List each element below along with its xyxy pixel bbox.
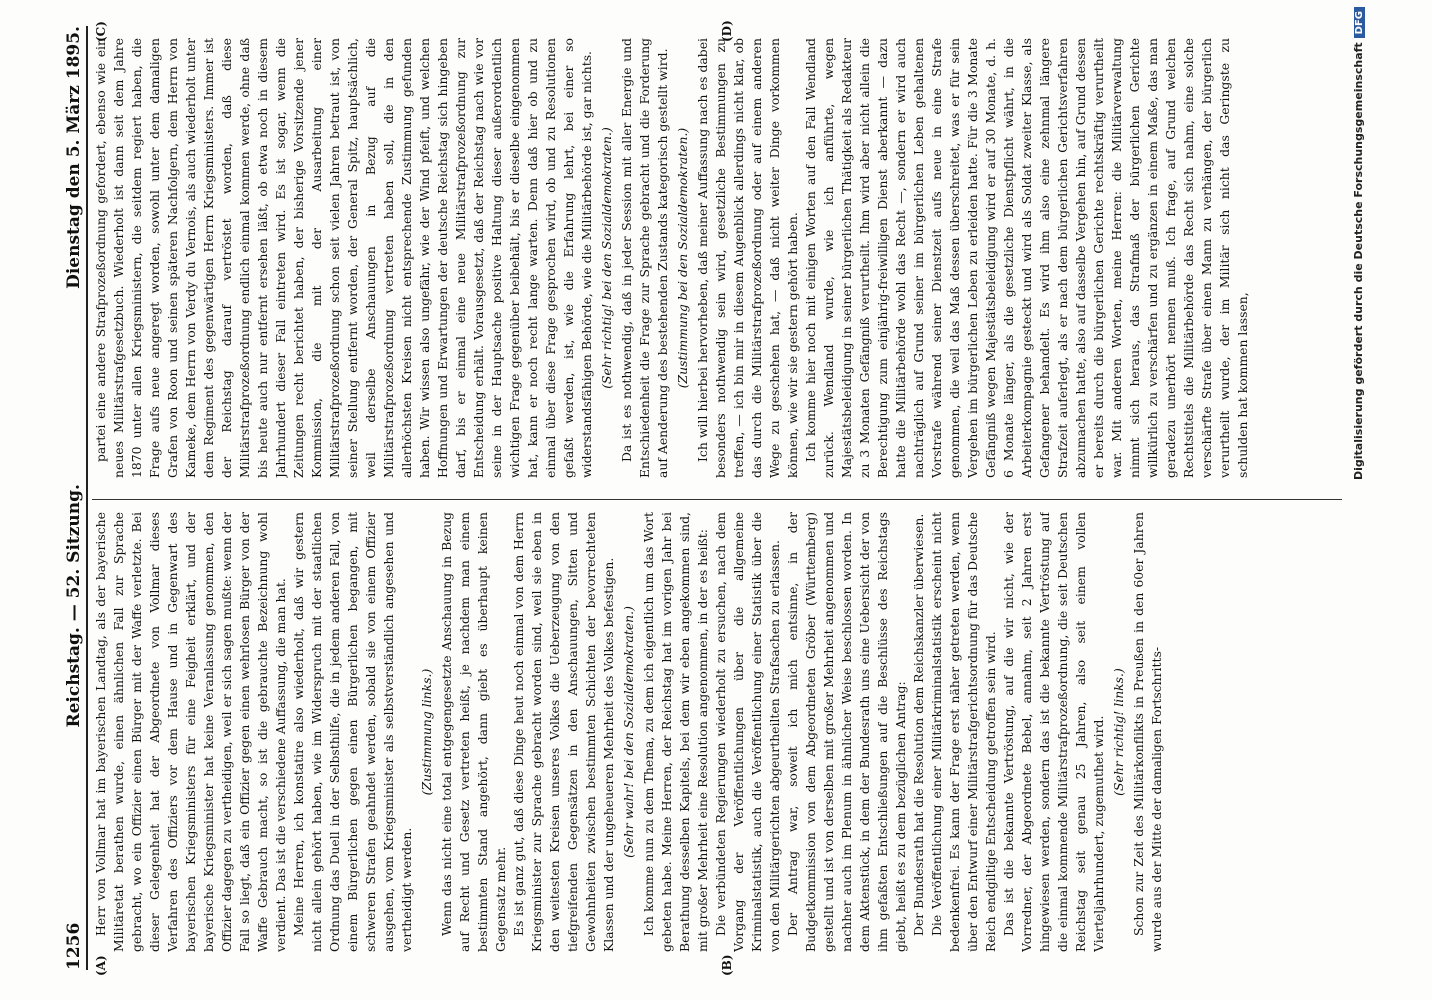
paragraph: Das ist die bekannte Vertröstung, auf die wir nicht, wie der Vorredner, der Abgeordnete Bebel, annahm, seit 2 Jahren erst hingewiesen werden, sondern das ist die bekannte Vertröstung auf die einmal kommende Militärstrafprozeßordnung, die seit Deutschen Reichstag seit genau 25 Jahren, also seit einem vollen Vierteljahrhundert, zugemuthet wird.	[1001, 512, 1106, 952]
dfg-logo: DFG	[1354, 7, 1365, 38]
header-rule	[86, 26, 88, 970]
interjection: (Sehr richtig! bei den Sozialdemokraten.)	[599, 127, 614, 389]
paragraph: Der Bundesrath hat die Resolution dem Reichskanzler überwiesen.	[911, 513, 926, 936]
digitization-credit	[1352, 7, 1365, 480]
paragraph: Ich komme hier noch mit einigen Worten auf den Fall Wendland zurück. Wendland wurde, wie ich anführte, wegen Majestätsbeleidigung in seiner bürgerlichen Thätigkeit als Redakteur zu 3 Monaten Gefängniß verurtheilt. Ihm wird aber nicht allein die Berechtigung zum einjährig-freiwilligen Dienst aberkannt — dazu hatte die Militärbehörde wohl das Recht —, sondern er wird auch nachträglich auf Grund seiner im bürgerlichen Leben gehaltenen Vorstrafe während seiner Dienstzeit aufs neue in eine Strafe genommen, die weil das Maß dessen überschreitet, was er für sein Vergehen im bürgerlichen Leben zu erleiden hatte. Für die 3 Monate Gefängniß wegen Majestätsbeleidigung wird er auf 30 Monate, d. h. 6 Monate länger, als die gesetzliche Dienstpflicht währt, in die Arbeiterkompagnie gesteckt und wird als Soldat zweiter Klasse, als Gefangener behandelt. Es wird ihm also eine zehnmal längere Strafzeit auferlegt, als er nach dem bürgerlichen Gerichtsverfahren abzumachen hatte, also auf dasselbe Vergehen hin, auf Grund dessen er bereits durch die bürgerlichen Gerichte rechtskräftig verurtheilt war. Mit anderen Worten, meine Herren: die Militärverwaltung nimmt sich heraus, das Strafmaß der bürgerlichen Gerichte willkürlich zu verschärfen und zu ergänzen in einem Maße, das man geradezu unerhört nennen muß. Ich frage, auf Grund welchen Rechtstitels die Militärbehörde das Recht sich nahm, eine solche verschärfte Strafe über einen Mann zu verhängen, der bürgerlich verurtheilt wurde, der im Militär sich nicht das Geringste zu schulden hat kommen lassen,	[803, 38, 1250, 478]
running-header	[62, 26, 84, 970]
left-column	[92, 512, 1342, 952]
paragraph: Es ist ganz gut, daß diese Dinge heut noch einmal von dem Herrn Kriegsminister zur Sprache gebracht worden sind, weil sie eben in den weitesten Kreisen unseres Volkes die Ueberzeugung von den tiefgreifenden Gegensätzen in den Anschauungen, Sitten und Gewohnheiten zwischen bestimmten Schichten der bevorrechteten Klassen und der ungeheueren Mehrheit des Volkes befestigen.	[511, 512, 616, 952]
marker-b: (B)	[720, 954, 734, 976]
column-divider	[92, 499, 1342, 500]
paragraph: partei eine andere Strafprozeßordnung gefordert, ebenso wie ein neues Militärstrafgesetzbuch. Wiederholt ist dann seit dem Jahre 1870 unter allen Kriegsministern, die seitdem regiert haben, die Frage aufs neue angeregt worden, sowohl unter dem damaligen Grafen von Roon und seinen späteren Nachfolgern, dem Herrn von Kameke, dem Herrn von Verdy du Vernois, als auch wiederholt unter dem Regiment des gegenwärtigen Herrn Kriegsministers. Immer ist der Reichstag darauf vertröstet worden, daß diese Militärstrafprozeßordnung endlich einmal kommen werde, ohne daß bis heute auch nur entfernt ersehen läßt, ob etwa noch in diesem Jahrhundert dieser Fall eintreten wird. Es ist sogar, wenn die Zeitungen recht berichtet haben, der bisherige Vorsitzende jener Kommission, die mit der Ausarbeitung einer Militärstrafprozeßordnung schon seit vielen Jahren betraut ist, von seiner Stellung entfernt worden, der General Spitz, hauptsächlich, weil derselbe Anschauungen in Bezug auf die Militärstrafprozeßordnung vertreten haben soll, die in den allerhöchsten Kreisen nicht entsprechende Zustimmung gefunden haben. Wir wissen also ungefähr, wie der Wind pfeift, und welchen Hoffnungen und Erwartungen der deutsche Reichstag sich hingeben darf, bis er einmal eine neue Militärstrafprozeßordnung zur Entscheidung erhält. Vorausgesetzt, daß der Reichstag nach wie vor seine in der Hauptsache positive Haltung dieser außerordentlich wichtigen Frage gegenüber beibehält, bis er dieselbe eingenommen hat, kann er noch recht lange warten. Denn daß hier ob und zu einmal über diese Frage gesprochen wird, ob und zu Resolutionen gefaßt werden, ist, wie die Erfahrung lehrt, bei einer so widerstandsfähigen Behörde, wie die Militärbehörde ist, gar nichts.	[93, 38, 594, 478]
paragraph: Herr von Vollmar hat im bayerischen Landtag, als der bayerische Militäretat berathen wurde, einen ähnlichen Fall zur Sprache gebracht, wo ein Offizier einen Bürger mit der Waffe verletzte. Bei dieser Gelegenheit hat der Abgeordnete von Vollmar dieses Verfahren des Offiziers vor dem Hause und in Gegenwart des bayerischen Kriegsministers für eine Feigheit erklärt, und der bayerische Kriegsminister hat keine Veranlassung genommen, den Offizier dagegen zu vertheidigen, weil er sich sagen mußte: wenn der Fall so liegt, daß ein Offizier gegen einen wehrlosen Bürger von der Waffe Gebrauch macht, so ist die gebrauchte Bezeichnung wohl verdient. Das ist die verschiedene Auffassung, die man hat.	[93, 512, 288, 952]
interjection: (Zustimmung bei den Sozialdemokraten.)	[675, 127, 690, 389]
credit-text: Digitalisierung gefördert durch die Deutsche Forschungsgemeinschaft	[1352, 42, 1365, 480]
paragraph: Ich will hierbei hervorheben, daß meiner Auffassung nach es dabei besonders nothwendig sein wird, gesetzliche Bestimmungen zu treffen, — ich bin mir in diesem Augenblick allerdings nicht klar, ob das durch die Militärstrafprozeßordnung oder auf einem anderen Wege zu geschehen hat, — daß nicht weiter Dinge vorkommen können, wie wir sie gestern gehört haben.	[695, 38, 800, 478]
marker-c: (C)	[94, 21, 108, 42]
paragraph: Wenn das nicht eine total entgegengesetzte Anschauung in Bezug auf Recht und Gesetz vertreten heißt, je nachdem man einem bestimmten Stand angehört, dann giebt es überhaupt keinen Gegensatz mehr.	[439, 512, 508, 952]
session-title: Reichstag. — 52. Sitzung.	[64, 484, 84, 728]
paragraph: Ich komme nun zu dem Thema, zu dem ich eigentlich um das Wort gebeten habe. Meine Herren, der Reichstag hat im vorigen Jahr bei Berathung desselben Kapitels, bei dem wir eben angekommen sind, mit großer Mehrheit eine Resolution angenommen, in der es heißt:	[641, 512, 710, 952]
interjection: (Zustimmung links.)	[419, 668, 434, 796]
paragraph: Da ist es nothwendig, daß in jeder Session mit aller Energie und Entschiedenheit die Frage zur Sprache gebracht und die Forderung auf Aenderung des bestehenden Zustands kategorisch gestellt wird.	[619, 38, 670, 478]
marker-d: (D)	[720, 20, 734, 42]
marker-a: (A)	[94, 955, 108, 976]
paragraph: Schon zur Zeit des Militärkonflikts in Preußen in den 60er Jahren wurde aus der Mitte der damaligen Fortschritts-	[1131, 512, 1164, 952]
page-number: 1256	[64, 922, 84, 970]
paragraph: Die verbündeten Regierungen wiederholt zu ersuchen, nach dem Vorgang der Veröffentlichungen über die allgemeine Kriminalstatistik, auch die Veröffentlichung einer Statistik über die von den Militärgerichten abgeurtheilten Strafsachen zu erlassen.	[713, 512, 782, 952]
paragraph: Die Veröffentlichung einer Militärkriminalstatistik erscheint nicht bedenkenfrei. Es kann der Frage erst näher getreten werden, wenn über den Entwurf einer Militärstrafgerichtsordnung für das Deutsche Reich endgiltige Entscheidung getroffen sein wird.	[929, 512, 998, 952]
interjection: (Sehr wahr! bei den Sozialdemokraten.)	[621, 606, 636, 858]
paragraph: Der Antrag war, soweit ich mich entsinne, in der Budgetkommission von dem Abgeordneten Gröber (Württemberg) gestellt und ist von derselben mit großer Mehrheit angenommen und nachher auch im Plenum in ähnlicher Weise beschlossen worden. In dem Aktenstück, in dem der Bundesrath uns eine Uebersicht der von ihm gefaßten Entschließungen auf die Beschlüsse des Reichstags giebt, heißt es zu dem bezüglichen Antrag:	[785, 512, 908, 952]
right-column	[92, 38, 1342, 478]
interjection: (Sehr richtig! links.)	[1111, 668, 1126, 796]
paragraph: Meine Herren, ich konstatire also wiederholt, daß wir gestern nicht allein gehört haben, wie im Widerspruch mit der staatlichen Ordnung das Duell in der Selbsthilfe, die in jedem anderen Fall, von einem Bürgerlichen gegen einen Bürgerlichen begangen, mit schweren Strafen geahndet werden, sobald sie von einem Offizier ausgehen, vom Kriegsminister als selbstverständlich angesehen und vertheidigt werden.	[291, 512, 414, 952]
session-date: Dienstag den 5. März 1895.	[64, 26, 84, 289]
